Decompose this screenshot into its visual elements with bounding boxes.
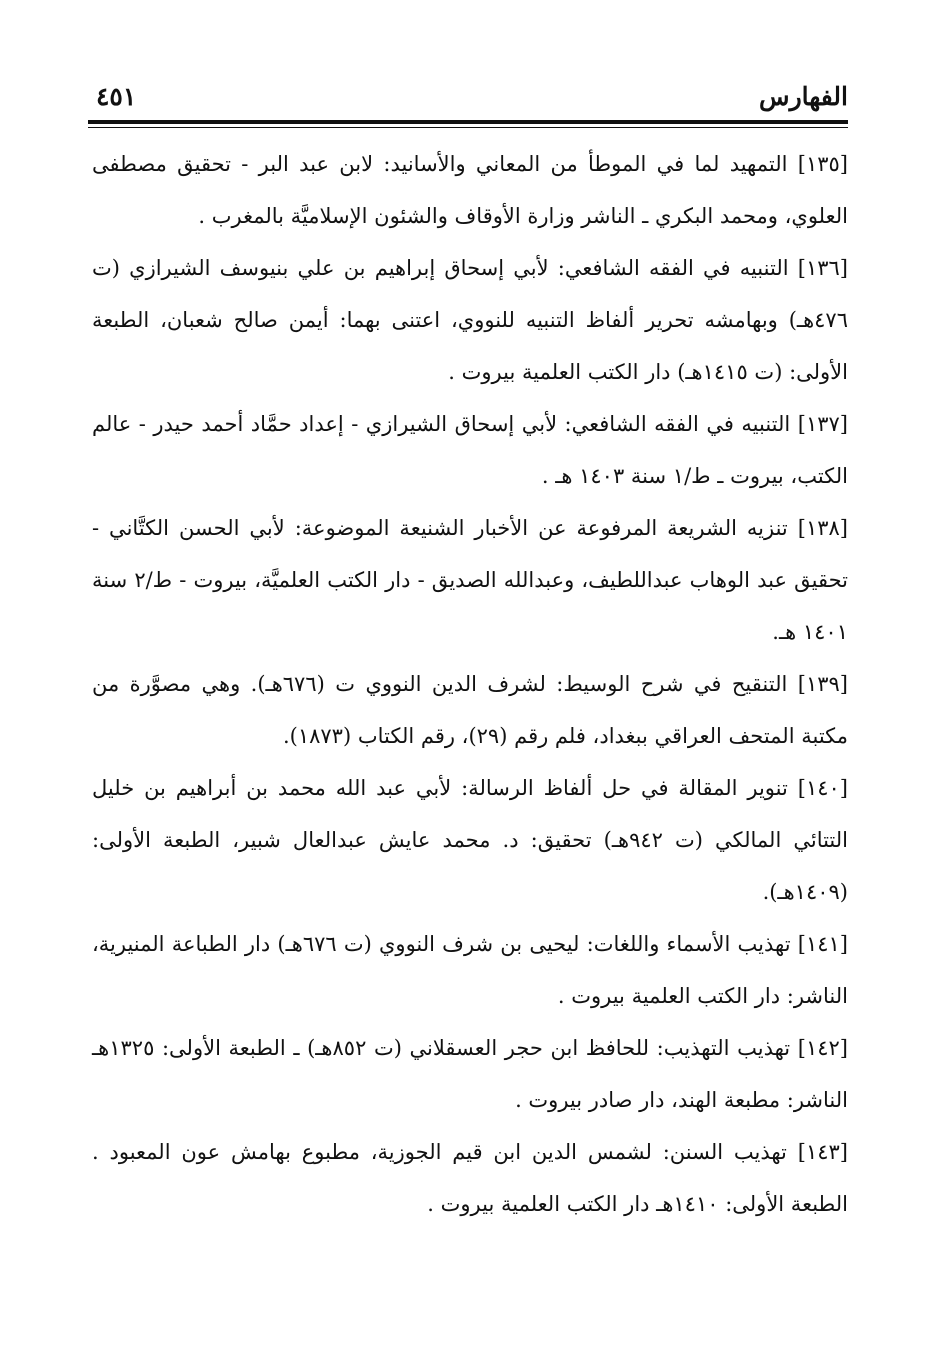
entry-text: التنبيه في الفقه الشافعي: لأبي إسحاق الشيرازي - إعداد حمَّاد أحمد حيدر - عالم الكتب، بيروت ـ ط/١ سنة ١٤٠٣ هـ . [92,412,848,488]
index-entry [92,138,848,242]
entry-text: التمهيد لما في الموطأ من المعاني والأسانيد: لابن عبد البر - تحقيق مصطفى العلوي، ومحمد البكري ـ الناشر وزارة الأوقاف والشئون الإسلاميَّة بالمغرب . [92,152,848,228]
entry-text: تهذيب الأسماء واللغات: ليحيى بن شرف النووي (ت ٦٧٦هـ) دار الطباعة المنيرية، الناشر: دار الكتب العلمية بيروت . [92,932,848,1008]
entry-text: تهذيب السنن: لشمس الدين ابن قيم الجوزية، مطبوع بهامش عون المعبود . الطبعة الأولى: ١٤١٠هـ دار الكتب العلمية بيروت . [92,1140,848,1216]
entry-number: [١٤١] [797,932,848,956]
page-header [88,78,848,118]
entry-text: تهذيب التهذيب: للحافظ ابن حجر العسقلاني (ت ٨٥٢هـ) ـ الطبعة الأولى: ١٣٢٥هـ الناشر: مطبعة الهند، دار صادر بيروت . [92,1036,848,1112]
entry-text: التنبيه في الفقه الشافعي: لأبي إسحاق إبراهيم بن علي بنيوسف الشيرازي (ت ٤٧٦هـ) وبهامشه تحرير ألفاظ التنبيه للنووي، اعتنى بهما: أيمن صالح شعبان، الطبعة الأولى: (ت ١٤١٥هـ) دار الكتب العلمية بيروت . [92,256,848,384]
entry-text: تنزيه الشريعة المرفوعة عن الأخبار الشنيعة الموضوعة: لأبي الحسن الكتَّاني - تحقيق عبد الوهاب عبداللطيف، وعبدالله الصديق - دار الكتب العلميَّة، بيروت - ط/٢ سنة ١٤٠١ هـ. [92,516,848,644]
index-entries [92,138,848,1230]
entry-text: تنوير المقالة في حل ألفاظ الرسالة: لأبي عبد الله محمد بن أبراهيم بن خليل التتائي المالكي (ت ٩٤٢هـ) تحقيق: د. محمد عايش عبدالعال شبير، الطبعة الأولى: (١٤٠٩هـ). [92,776,848,904]
index-entry [92,762,848,918]
index-entry [92,918,848,1022]
index-entry [92,242,848,398]
header-title: الفهارس [759,82,848,111]
entry-number: [١٤٢] [797,1036,848,1060]
index-entry [92,1126,848,1230]
entry-number: [١٣٥] [797,152,848,176]
entry-number: [١٣٦] [797,256,848,280]
page-number: ٤٥١ [96,82,137,111]
index-entry [92,1022,848,1126]
header-rule [88,120,848,124]
entry-number: [١٤٣] [797,1140,848,1164]
index-entry [92,398,848,502]
index-entry [92,658,848,762]
header-rule-thin [88,127,848,128]
entry-number: [١٣٨] [797,516,848,540]
index-entry [92,502,848,658]
entry-number: [١٣٧] [797,412,848,436]
entry-text: التنقيح في شرح الوسيط: لشرف الدين النووي ت (٦٧٦هـ). وهي مصوَّرة من مكتبة المتحف العراقي ببغداد، فلم رقم (٢٩)، رقم الكتاب (١٨٧٣). [92,672,848,748]
entry-number: [١٣٩] [797,672,848,696]
entry-number: [١٤٠] [797,776,848,800]
